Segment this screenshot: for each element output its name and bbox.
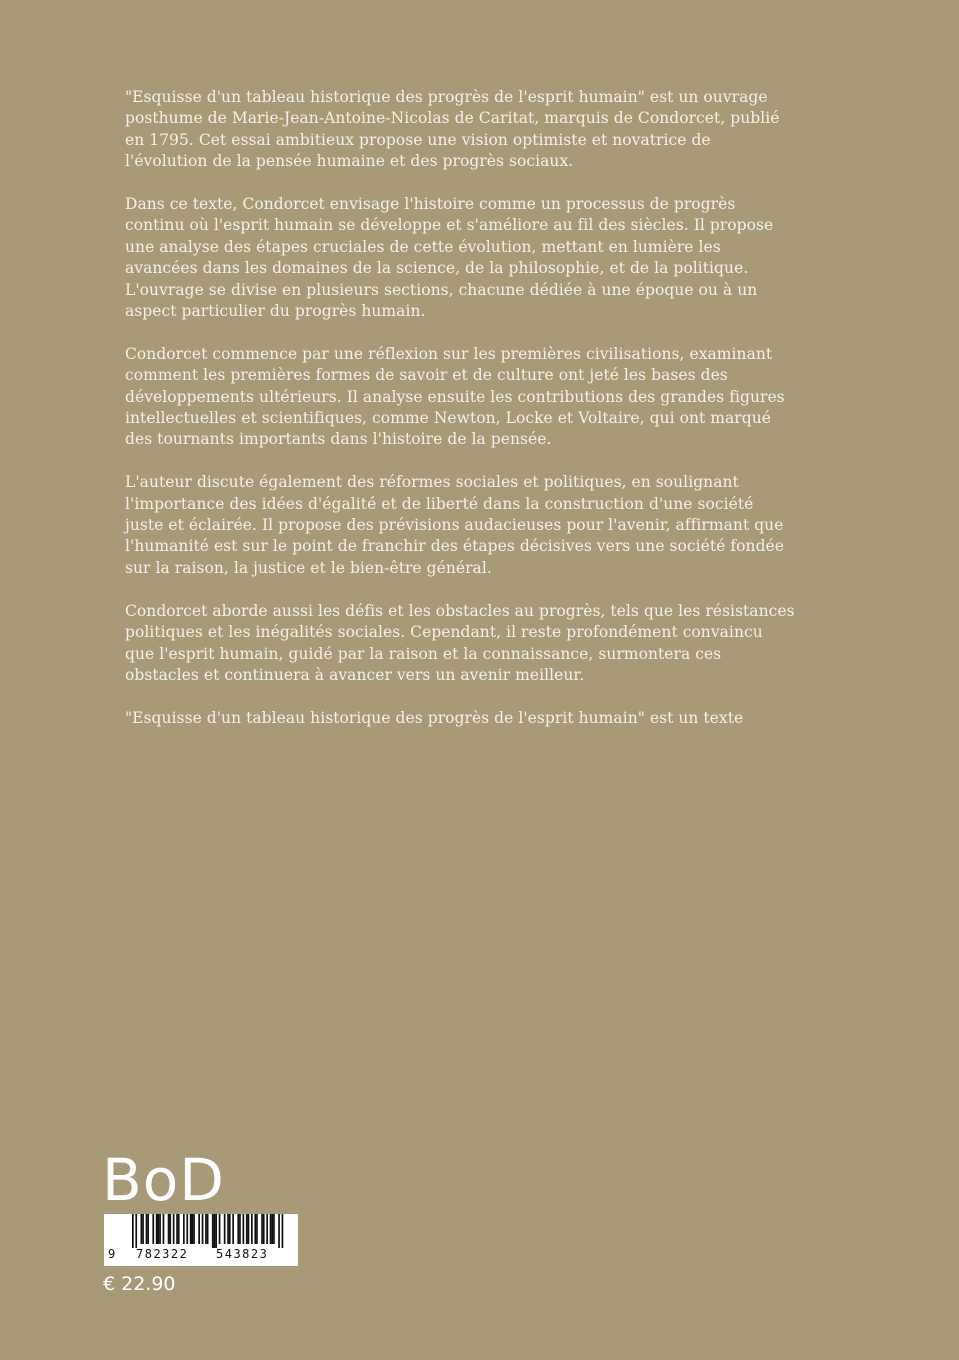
barcode-bar: [183, 1214, 185, 1244]
barcode-bar: [270, 1214, 272, 1244]
barcode-bar: [156, 1214, 158, 1244]
publisher-logo: BoD: [102, 1146, 225, 1214]
barcode-bar: [227, 1214, 229, 1244]
barcode-bar: [263, 1214, 265, 1244]
barcode-bar: [141, 1214, 143, 1244]
barcode-digits-left: 782322: [136, 1247, 189, 1261]
barcode-bar: [198, 1214, 200, 1244]
barcode-bar: [273, 1214, 275, 1244]
barcode-bar: [282, 1214, 284, 1248]
barcode-bar: [224, 1214, 226, 1244]
blurb-text: [125, 87, 795, 751]
barcode-bar: [158, 1214, 160, 1244]
barcode-bar: [176, 1214, 178, 1244]
barcode-bar: [212, 1214, 214, 1248]
barcode-bar: [147, 1214, 149, 1244]
blurb-paragraph-3: Condorcet commence par une réflexion sur les premières civilisations, examinant comment les premières formes de savoir et de culture ont jeté les bases des développements ultérieurs. Il analyse ensuite les contributions des grandes figures intellectuelles et scientifiques, comme Newton, Locke et Voltaire, qui ont marqué des tournants importants dans l'histoire de la pensée.: [125, 344, 785, 449]
barcode-bar: [254, 1214, 256, 1244]
barcode-bar: [261, 1214, 263, 1244]
barcode-digit-first: 9: [108, 1247, 116, 1261]
barcode-bar: [256, 1214, 258, 1244]
barcode-bar: [215, 1214, 217, 1248]
barcode-bar: [232, 1214, 234, 1244]
barcode-bar: [202, 1214, 204, 1244]
barcode-bar: [243, 1214, 245, 1244]
barcode-bar: [214, 1214, 216, 1248]
isbn-barcode: [104, 1214, 298, 1266]
barcode-bar: [271, 1214, 273, 1244]
barcode-bar: [192, 1214, 194, 1244]
barcode-bar: [229, 1214, 231, 1244]
barcode-bar: [246, 1214, 248, 1244]
blurb-paragraph-4: L'auteur discute également des réformes sociales et politiques, en soulignant l'importance des idées d'égalité et de liberté dans la construction d'une société juste et éclairée. Il propose des prévisions audacieuses pour l'avenir, affirmant que l'humanité est sur le point de franchir des étapes décisives vers une société fondée sur la raison, la justice et le bien-être général.: [125, 473, 784, 577]
blurb-paragraph-1: "Esquisse d'un tableau historique des progrès de l'esprit humain" est un ouvrage posthume de Marie-Jean-Antoine-Nicolas de Caritat, marquis de Condorcet, publié en 1795. Cet essai ambitieux propose une vision optimiste et novatrice de l'évolution de la pensée humaine et des progrès sociaux.: [125, 88, 780, 171]
barcode-bar: [135, 1214, 137, 1248]
barcode-bar: [168, 1214, 170, 1244]
barcode-bar: [207, 1214, 209, 1244]
blurb-paragraph-6: "Esquisse d'un tableau historique des progrès de l'esprit humain" est un texte: [125, 708, 744, 727]
barcode-bar: [142, 1214, 144, 1244]
barcode-bar: [159, 1214, 161, 1244]
barcode-bars: [104, 1214, 298, 1248]
barcode-bar: [266, 1214, 268, 1244]
barcode-bar: [278, 1214, 280, 1248]
barcode-bar: [132, 1214, 134, 1248]
barcode-bar: [239, 1214, 241, 1244]
barcode-bar: [178, 1214, 180, 1244]
barcode-bar: [248, 1214, 250, 1244]
price-label: € 22.90: [103, 1273, 176, 1295]
blurb-paragraph-2: Dans ce texte, Condorcet envisage l'histoire comme un processus de progrès continu où l'esprit humain se développe et s'améliore au fil des siècles. Il propose une analyse des étapes cruciales de cette évolution, mettant en lumière les avancées dans les domaines de la science, de la philosophie, et de la politique. L'ouvrage se divise en plusieurs sections, chacune dédiée à une époque ou à un aspect particulier du progrès humain.: [125, 195, 774, 321]
barcode-bar: [186, 1214, 188, 1244]
barcode-bar: [219, 1214, 221, 1244]
barcode-bar: [251, 1214, 253, 1244]
barcode-digits: [104, 1246, 298, 1262]
barcode-digits-right: 543823: [216, 1247, 269, 1261]
blurb-paragraph-5: Condorcet aborde aussi les défis et les obstacles au progrès, tels que les résistances politiques et les inégalités sociales. Cependant, il reste profondément convaincu que l'esprit humain, guidé par la raison et la connaissance, surmontera ces obstacles et continuera à avancer vers un avenir meilleur.: [125, 601, 795, 684]
barcode-bar: [146, 1214, 148, 1244]
barcode-bar: [205, 1214, 207, 1244]
barcode-bar: [237, 1214, 239, 1244]
barcode-bar: [173, 1214, 175, 1244]
barcode-bar: [190, 1214, 192, 1244]
barcode-bar: [163, 1214, 165, 1244]
barcode-bar: [169, 1214, 171, 1244]
barcode-bar: [193, 1214, 195, 1244]
barcode-bar: [152, 1214, 154, 1244]
